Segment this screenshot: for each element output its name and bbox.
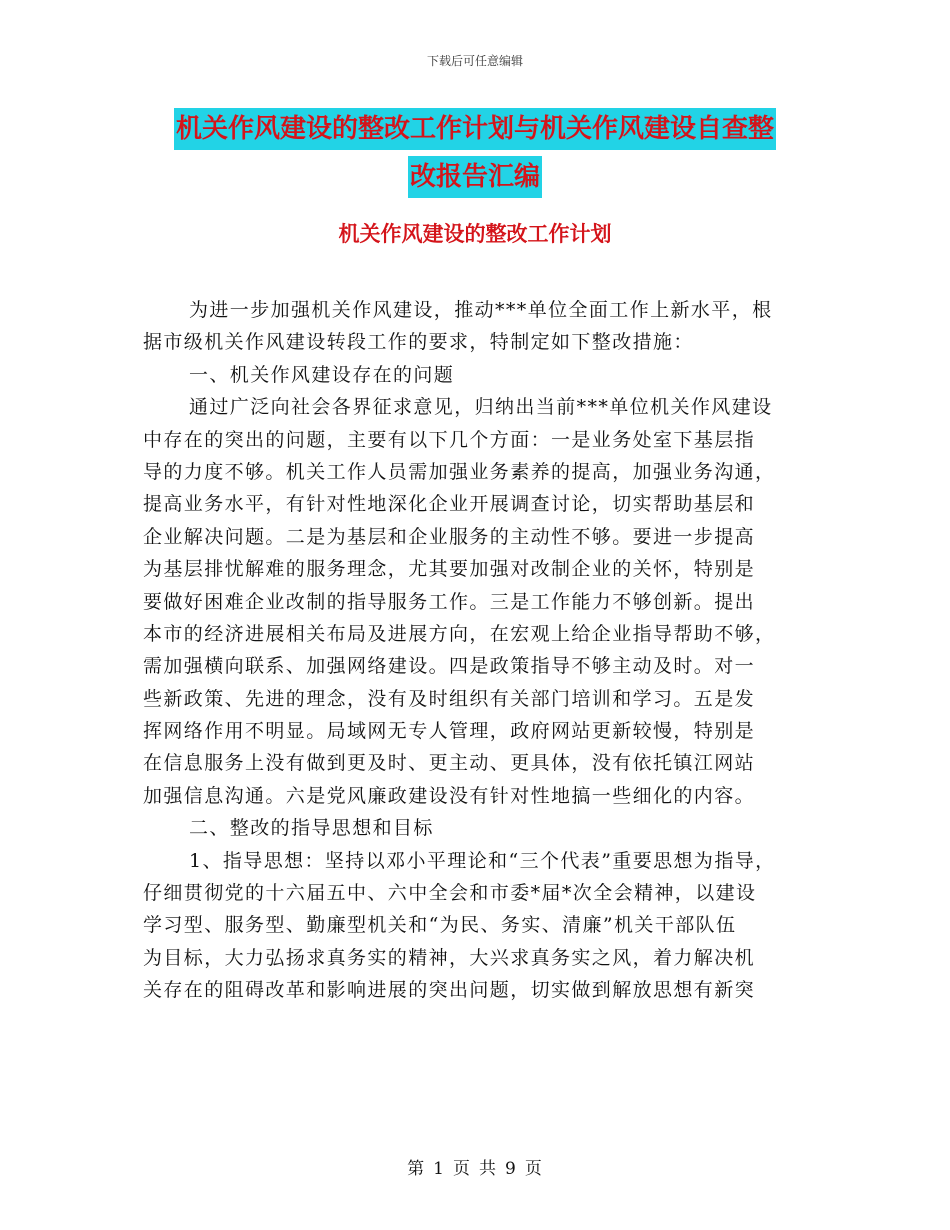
text-line: 加强信息沟通。六是党风廉政建设没有针对性地搞一些细化的内容。: [143, 784, 756, 807]
text-line: 关存在的阻碍改革和影响进展的突出问题，切实做到解放思想有新突: [143, 979, 756, 1002]
text-line: 为基层排忧解难的服务理念，尤其要加强对改制企业的关怀，特别是: [143, 558, 756, 581]
footer-suffix: 页: [524, 1159, 543, 1179]
text-line: 些新政策、先进的理念，没有及时组织有关部门培训和学习。五是发: [143, 687, 756, 710]
heading-guidance: 二、整改的指导思想和目标: [189, 817, 434, 840]
text-line: 仔细贯彻党的十六届五中、六中全会和市委*届*次全会精神，以建设: [143, 882, 757, 905]
body-text: [143, 294, 813, 1007]
section-title: 机关作风建设的整改工作计划: [338, 222, 612, 246]
footer-total-prefix: 共: [479, 1159, 497, 1179]
text-line: 导的力度不够。机关工作人员需加强业务素养的提高，加强业务沟通，: [143, 460, 776, 483]
heading-problems: 一、机关作风建设存在的问题: [189, 363, 455, 386]
text-line: 本市的经济进展相关布局及进展方向，在宏观上给企业指导帮助不够，: [143, 622, 776, 645]
text-line: 挥网络作用不明显。局域网无专人管理，政府网站更新较慢，特别是: [143, 720, 756, 743]
text-line: 学习型、服务型、勤廉型机关和“为民、务实、清廉”机关干部队伍: [143, 914, 737, 937]
text-line: 为进一步加强机关作风建设，推动***单位全面工作上新水平，根: [189, 299, 773, 321]
total-pages: 9: [505, 1159, 517, 1179]
footer-page-word: 页: [453, 1159, 471, 1179]
document-title: [0, 108, 950, 198]
title-line-2: 改报告汇编: [408, 156, 542, 198]
footer-prefix: 第: [407, 1159, 426, 1179]
text-line: 企业解决问题。二是为基层和企业服务的主动性不够。要进一步提高: [143, 525, 756, 548]
text-line: 据市级机关作风建设转段工作的要求，特制定如下整改措施：: [143, 331, 694, 354]
text-line: 在信息服务上没有做到更及时、更主动、更具体，没有依托镇江网站: [143, 752, 756, 775]
text-line: 1、指导思想：坚持以邓小平理论和“三个代表”重要思想为指导，: [189, 849, 776, 872]
text-line: 提高业务水平，有针对性地深化企业开展调查讨论，切实帮助基层和: [143, 493, 756, 516]
text-line: 要做好困难企业改制的指导服务工作。三是工作能力不够创新。提出: [143, 590, 756, 613]
text-line: 为目标，大力弘扬求真务实的精神，大兴求真务实之风，着力解决机: [143, 946, 756, 969]
text-line: 中存在的突出的问题，主要有以下几个方面：一是业务处室下基层指: [143, 428, 756, 451]
text-line: 需加强横向联系、加强网络建设。四是政策指导不够主动及时。对一: [143, 655, 756, 678]
page-number: 1: [433, 1159, 445, 1179]
header-note: 下载后可任意编辑: [426, 54, 523, 68]
page-footer: [0, 1154, 950, 1179]
text-line: 通过广泛向社会各界征求意见，归纳出当前***单位机关作风建设: [189, 396, 773, 419]
title-line-1: 机关作风建设的整改工作计划与机关作风建设自查整: [174, 108, 776, 150]
